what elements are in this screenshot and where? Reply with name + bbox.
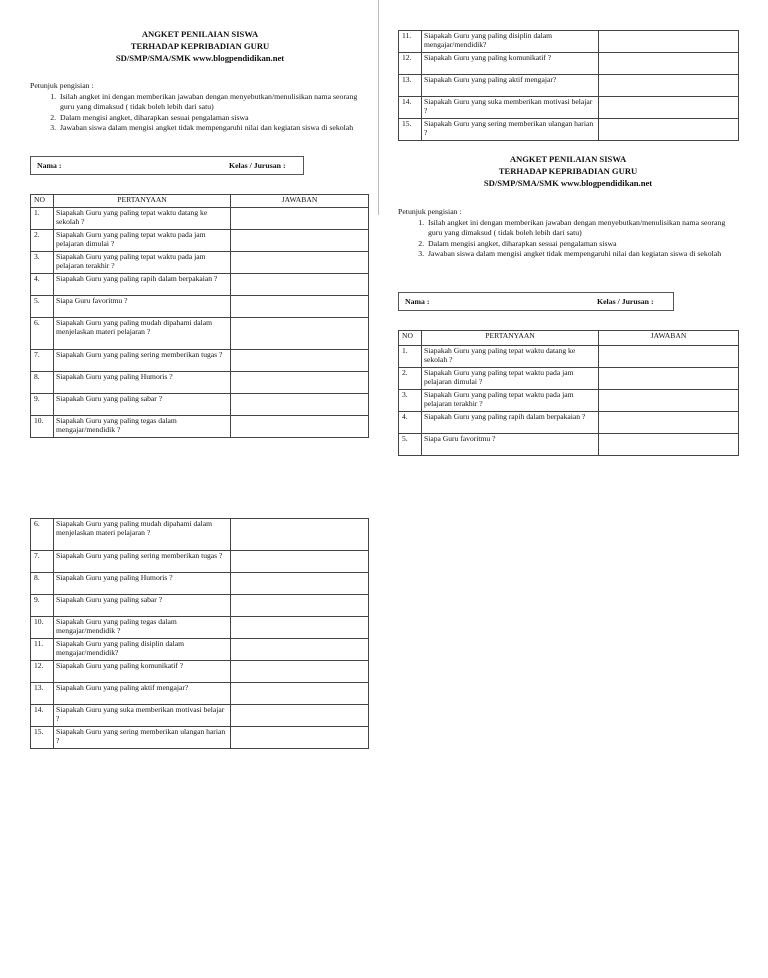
instruction-item: 1. Isilah angket ini dengan memberikan jawaban dengan menyebutkan/menulisikan nama seorang guru yang dimaksud ( tidak boleh lebih dari satu) [58,92,370,113]
row-question: Siapakah Guru yang paling tepat waktu datang ke sekolah ? [54,208,231,230]
row-question: Siapakah Guru yang paling sering memberikan tugas ? [54,551,231,573]
answer-cell[interactable] [231,274,369,296]
question-table-left [30,194,369,438]
table-row [31,727,369,749]
row-question: Siapakah Guru yang paling aktif mengajar? [54,683,231,705]
row-question: Siapakah Guru yang paling mudah dipahami dalam menjelaskan materi pelajaran ? [54,519,231,551]
table-row [31,416,369,438]
table-row [31,318,369,350]
answer-cell[interactable] [231,394,369,416]
table-row [31,208,369,230]
form-header-left [30,28,370,64]
row-question: Siapakah Guru yang paling aktif mengajar? [422,75,599,97]
row-no: 4. [31,274,54,296]
table-row [399,53,739,75]
answer-cell[interactable] [231,617,369,639]
row-question: Siapakah Guru yang paling tepat waktu pada jam pelajaran terakhir ? [422,390,599,412]
row-question: Siapakah Guru yang sering memberikan ulangan harian ? [54,727,231,749]
header-no: NO [31,195,54,208]
table-row [31,573,369,595]
table-row [31,350,369,372]
answer-cell[interactable] [231,519,369,551]
table-row [399,31,739,53]
table-row [399,368,739,390]
row-question: Siapa Guru favoritmu ? [54,296,231,318]
table-row [31,661,369,683]
row-no: 4. [399,412,422,434]
row-question: Siapakah Guru yang suka memberikan motivasi belajar ? [54,705,231,727]
instruction-item: 1. Isilah angket ini dengan memberikan jawaban dengan menyebutkan/menulisikan nama seorang guru yang dimaksud ( tidak boleh lebih dari satu) [426,218,738,239]
answer-cell[interactable] [231,551,369,573]
header-no: NO [399,331,422,346]
header-subtitle: TERHADAP KEPRIBADIAN GURU [130,41,270,51]
question-table-right-top [398,30,739,141]
row-question: Siapakah Guru yang paling komunikatif ? [54,661,231,683]
table-header-row [31,195,369,208]
header-jawaban: JAWABAN [231,195,369,208]
row-question: Siapakah Guru yang paling tepat waktu pada jam pelajaran terakhir ? [54,252,231,274]
row-no: 10. [31,617,54,639]
instruction-item: 2. Dalam mengisi angket, diharapkan sesuai pengalaman siswa [426,239,738,250]
answer-cell[interactable] [231,296,369,318]
answer-cell[interactable] [599,75,739,97]
row-no: 6. [31,519,54,551]
row-no: 2. [31,230,54,252]
row-question: Siapakah Guru yang paling tepat waktu datang ke sekolah ? [422,346,599,368]
name-label: Nama : [37,161,62,170]
row-no: 14. [31,705,54,727]
row-no: 1. [399,346,422,368]
row-question: Siapakah Guru yang paling disiplin dalam mengajar/mendidik? [422,31,599,53]
header-jawaban: JAWABAN [599,331,739,346]
row-no: 15. [399,119,422,141]
row-no: 8. [31,372,54,394]
row-question: Siapakah Guru yang paling rapih dalam berpakaian ? [54,274,231,296]
answer-cell[interactable] [231,252,369,274]
instructions-right [398,207,738,260]
table-row [31,274,369,296]
row-question: Siapakah Guru yang paling disiplin dalam mengajar/mendidik? [54,639,231,661]
table-row [399,390,739,412]
row-no: 9. [31,394,54,416]
table-row [31,296,369,318]
row-no: 14. [399,97,422,119]
row-no: 6. [31,318,54,350]
answer-cell[interactable] [231,705,369,727]
row-question: Siapakah Guru yang paling mudah dipahami dalam menjelaskan materi pelajaran ? [54,318,231,350]
row-no: 12. [399,53,422,75]
answer-cell[interactable] [231,595,369,617]
class-label: Kelas / Jurusan : [597,297,654,306]
class-label: Kelas / Jurusan : [229,161,286,170]
instructions-title: Petunjuk pengisian : [398,207,462,216]
row-no: 5. [31,296,54,318]
answer-cell[interactable] [599,390,739,412]
table-row [399,346,739,368]
row-no: 9. [31,595,54,617]
name-class-box-right[interactable] [398,292,674,311]
answer-cell[interactable] [599,346,739,368]
header-title: ANGKET PENILAIAN SISWA [141,29,259,39]
table-row [399,97,739,119]
instructions-title: Petunjuk pengisian : [30,81,94,90]
answer-cell[interactable] [231,208,369,230]
instruction-item: 3. Jawaban siswa dalam mengisi angket tidak mempengaruhi nilai dan kegiatan siswa di sekolah [426,249,738,260]
table-row [31,595,369,617]
table-header-row [399,331,739,346]
table-row [31,519,369,551]
form-header-right [398,153,738,189]
row-question: Siapakah Guru yang paling Humoris ? [54,372,231,394]
header-title: ANGKET PENILAIAN SISWA [509,154,627,164]
answer-cell[interactable] [231,416,369,438]
page-divider [378,0,379,215]
answer-cell[interactable] [599,31,739,53]
table-row [31,639,369,661]
row-no: 2. [399,368,422,390]
question-table-left-bottom [30,518,369,749]
header-school: SD/SMP/SMA/SMK www.blogpendidikan.net [483,178,653,188]
row-question: Siapakah Guru yang paling tepat waktu pada jam pelajaran dimulai ? [54,230,231,252]
row-question: Siapakah Guru yang paling tegas dalam mengajar/mendidik ? [54,416,231,438]
row-no: 7. [31,551,54,573]
row-no: 3. [31,252,54,274]
answer-cell[interactable] [231,727,369,749]
table-row [31,551,369,573]
row-no: 15. [31,727,54,749]
table-row [31,683,369,705]
table-row [31,252,369,274]
table-row [399,119,739,141]
table-row [399,75,739,97]
header-pertanyaan: PERTANYAAN [422,331,599,346]
name-label: Nama : [405,297,430,306]
row-no: 5. [399,434,422,456]
row-no: 3. [399,390,422,412]
answer-cell[interactable] [231,318,369,350]
row-question: Siapakah Guru yang paling Humoris ? [54,573,231,595]
row-no: 11. [399,31,422,53]
header-subtitle: TERHADAP KEPRIBADIAN GURU [498,166,638,176]
row-no: 1. [31,208,54,230]
row-question: Siapakah Guru yang paling sering memberikan tugas ? [54,350,231,372]
header-pertanyaan: PERTANYAAN [54,195,231,208]
answer-cell[interactable] [599,412,739,434]
row-question: Siapakah Guru yang paling sabar ? [54,394,231,416]
row-question: Siapakah Guru yang paling tepat waktu pada jam pelajaran dimulai ? [422,368,599,390]
row-no: 8. [31,573,54,595]
answer-cell[interactable] [231,661,369,683]
answer-cell[interactable] [231,573,369,595]
row-question: Siapakah Guru yang paling tegas dalam mengajar/mendidik ? [54,617,231,639]
table-row [31,617,369,639]
row-no: 13. [399,75,422,97]
row-no: 13. [31,683,54,705]
answer-cell[interactable] [599,368,739,390]
row-question: Siapakah Guru yang paling rapih dalam berpakaian ? [422,412,599,434]
table-row [31,372,369,394]
name-class-box-left[interactable] [30,156,304,175]
row-question: Siapakah Guru yang sering memberikan ulangan harian ? [422,119,599,141]
header-school: SD/SMP/SMA/SMK www.blogpendidikan.net [115,53,285,63]
row-no: 10. [31,416,54,438]
table-row [31,230,369,252]
instructions-left [30,81,370,134]
table-row [31,705,369,727]
answer-cell[interactable] [231,230,369,252]
row-question: Siapakah Guru yang paling komunikatif ? [422,53,599,75]
answer-cell[interactable] [231,683,369,705]
table-row [31,394,369,416]
row-no: 7. [31,350,54,372]
answer-cell[interactable] [599,119,739,141]
row-no: 11. [31,639,54,661]
instruction-item: 3. Jawaban siswa dalam mengisi angket tidak mempengaruhi nilai dan kegiatan siswa di sekolah [58,123,370,134]
answer-cell[interactable] [231,372,369,394]
row-question: Siapa Guru favoritmu ? [422,434,599,456]
question-table-right [398,330,739,456]
answer-cell[interactable] [231,350,369,372]
table-row [399,434,739,456]
instruction-item: 2. Dalam mengisi angket, diharapkan sesuai pengalaman siswa [58,113,370,124]
answer-cell[interactable] [599,97,739,119]
row-no: 12. [31,661,54,683]
answer-cell[interactable] [231,639,369,661]
row-question: Siapakah Guru yang suka memberikan motivasi belajar ? [422,97,599,119]
answer-cell[interactable] [599,53,739,75]
answer-cell[interactable] [599,434,739,456]
row-question: Siapakah Guru yang paling sabar ? [54,595,231,617]
table-row [399,412,739,434]
